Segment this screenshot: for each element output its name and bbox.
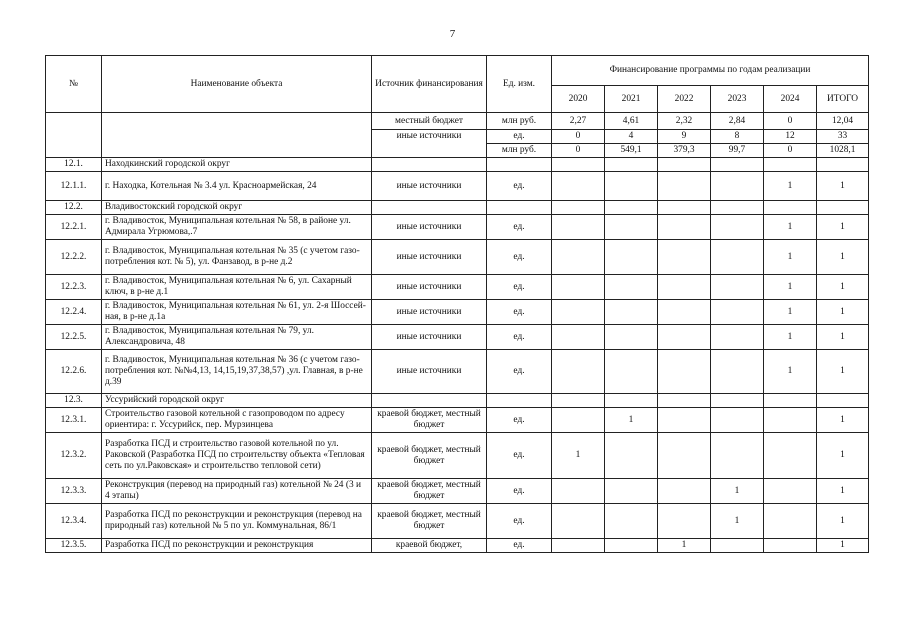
year-value: [605, 275, 658, 300]
year-value: [658, 479, 711, 504]
table-row: [46, 300, 869, 325]
table-row: [46, 325, 869, 350]
funding-source: иные источники: [372, 300, 487, 325]
empty-cell: [764, 158, 817, 172]
year-value: [552, 275, 605, 300]
row-number: 12.3.2.: [46, 433, 102, 479]
year-value: [552, 408, 605, 433]
object-name: г. Владивосток, Муниципальная котельная № 61, ул. 2-я Шоссей-ная, в р-не д.1а: [102, 300, 372, 325]
unit: ед.: [487, 433, 552, 479]
empty-cell: [764, 394, 817, 408]
unit: ед.: [487, 350, 552, 394]
year-value: [552, 240, 605, 275]
header-row: [46, 56, 869, 86]
section-row: [46, 201, 869, 215]
empty-cell: [658, 158, 711, 172]
row-total: 1: [817, 408, 869, 433]
table-row: [46, 350, 869, 394]
summary-value: 2,84: [711, 113, 764, 130]
summary-value: 0: [764, 144, 817, 158]
year-value: 1: [764, 172, 817, 201]
object-name: г. Владивосток, Муниципальная котельная № 6, ул. Сахарный ключ, в р-не д.1: [102, 275, 372, 300]
year-value: [764, 408, 817, 433]
year-value: [658, 433, 711, 479]
empty-cell: [552, 201, 605, 215]
year-value: [605, 172, 658, 201]
summary-source: местный бюджет: [372, 113, 487, 130]
empty-cell: [711, 201, 764, 215]
year-value: [605, 240, 658, 275]
empty-cell: [552, 158, 605, 172]
empty-cell: [372, 394, 487, 408]
object-name: Разработка ПСД по реконструкции и реконструкция (перевод на природный газ) котельной № 5 по ул. Коммунальная, 86/1: [102, 504, 372, 539]
summary-unit: млн руб.: [487, 144, 552, 158]
empty-cell: [372, 158, 487, 172]
object-name: г. Владивосток, Муниципальная котельная № 58, в районе ул. Адмирала Угрюмова,.7: [102, 215, 372, 240]
funding-source: краевой бюджет, местный бюджет: [372, 504, 487, 539]
object-name: г. Находка, Котельная № 3.4 ул. Красноармейская, 24: [102, 172, 372, 201]
funding-source: краевой бюджет, местный бюджет: [372, 433, 487, 479]
row-number: 12.3.: [46, 394, 102, 408]
table-row: [46, 539, 869, 553]
year-value: [605, 325, 658, 350]
table-row: [46, 408, 869, 433]
row-total: 1: [817, 172, 869, 201]
summary-total: 33: [817, 130, 869, 144]
object-name: г. Владивосток, Муниципальная котельная № 79, ул. Александровича, 48: [102, 325, 372, 350]
header-name: Наименование объекта: [102, 56, 372, 113]
year-value: [552, 215, 605, 240]
summary-num: [46, 113, 102, 158]
section-row: [46, 158, 869, 172]
row-number: 12.2.: [46, 201, 102, 215]
row-number: 12.2.4.: [46, 300, 102, 325]
row-number: 12.3.1.: [46, 408, 102, 433]
empty-cell: [372, 201, 487, 215]
year-value: [552, 350, 605, 394]
year-value: 1: [764, 350, 817, 394]
year-value: [552, 479, 605, 504]
unit: ед.: [487, 172, 552, 201]
summary-unit: ед.: [487, 130, 552, 144]
header-year: 2021: [605, 86, 658, 113]
year-value: [711, 275, 764, 300]
summary-value: 549,1: [605, 144, 658, 158]
year-value: [764, 479, 817, 504]
row-number: 12.2.5.: [46, 325, 102, 350]
empty-cell: [605, 201, 658, 215]
unit: ед.: [487, 240, 552, 275]
row-number: 12.3.4.: [46, 504, 102, 539]
year-value: [605, 479, 658, 504]
summary-value: 379,3: [658, 144, 711, 158]
unit: ед.: [487, 300, 552, 325]
year-value: 1: [711, 479, 764, 504]
year-value: [552, 325, 605, 350]
row-number: 12.2.6.: [46, 350, 102, 394]
summary-value: 2,27: [552, 113, 605, 130]
year-value: [605, 504, 658, 539]
row-total: 1: [817, 325, 869, 350]
year-value: 1: [552, 433, 605, 479]
empty-cell: [764, 201, 817, 215]
summary-row: [46, 113, 869, 130]
funding-source: иные источники: [372, 172, 487, 201]
row-total: 1: [817, 215, 869, 240]
summary-total: 1028,1: [817, 144, 869, 158]
object-name: г. Владивосток, Муниципальная котельная № 36 (с учетом газо-потребления кот. №№4,13, 14,15,19,37,38,57) ,ул. Главная, в р-не д.39: [102, 350, 372, 394]
row-total: 1: [817, 275, 869, 300]
unit: ед.: [487, 215, 552, 240]
funding-source: краевой бюджет,: [372, 539, 487, 553]
year-value: [711, 300, 764, 325]
row-number: 12.2.1.: [46, 215, 102, 240]
summary-name: [102, 113, 372, 158]
row-total: 1: [817, 433, 869, 479]
funding-source: краевой бюджет, местный бюджет: [372, 479, 487, 504]
year-value: [658, 215, 711, 240]
header-financing: Финансирование программы по годам реализации: [552, 56, 869, 86]
row-number: 12.1.1.: [46, 172, 102, 201]
summary-value: 0: [552, 144, 605, 158]
year-value: [552, 172, 605, 201]
row-number: 12.3.3.: [46, 479, 102, 504]
year-value: 1: [764, 240, 817, 275]
row-total: 1: [817, 539, 869, 553]
funding-source: краевой бюджет, местный бюджет: [372, 408, 487, 433]
empty-cell: [817, 158, 869, 172]
year-value: [658, 325, 711, 350]
header-source: Источник финансирования: [372, 56, 487, 113]
section-row: [46, 394, 869, 408]
funding-source: иные источники: [372, 215, 487, 240]
row-total: 1: [817, 479, 869, 504]
year-value: [658, 408, 711, 433]
summary-total: 12,04: [817, 113, 869, 130]
year-value: 1: [764, 215, 817, 240]
row-number: 12.2.3.: [46, 275, 102, 300]
section-title: Владивостокский городской округ: [102, 201, 372, 215]
empty-cell: [605, 158, 658, 172]
object-name: Строительство газовой котельной с газопроводом по адресу ориентира: г. Уссурийск, пер. Мурзинцева: [102, 408, 372, 433]
year-value: [711, 240, 764, 275]
year-value: [658, 350, 711, 394]
header-num: №: [46, 56, 102, 113]
unit: ед.: [487, 539, 552, 553]
empty-cell: [711, 394, 764, 408]
empty-cell: [658, 394, 711, 408]
year-value: [711, 325, 764, 350]
year-value: [711, 215, 764, 240]
unit: ед.: [487, 504, 552, 539]
summary-source: иные источники: [372, 130, 487, 158]
header-total: ИТОГО: [817, 86, 869, 113]
year-value: [711, 539, 764, 553]
empty-cell: [817, 201, 869, 215]
unit: ед.: [487, 275, 552, 300]
funding-source: иные источники: [372, 240, 487, 275]
summary-value: 4: [605, 130, 658, 144]
table-row: [46, 275, 869, 300]
year-value: [605, 215, 658, 240]
year-value: [605, 300, 658, 325]
funding-source: иные источники: [372, 275, 487, 300]
year-value: [552, 539, 605, 553]
row-number: 12.1.: [46, 158, 102, 172]
empty-cell: [487, 201, 552, 215]
header-unit: Ед. изм.: [487, 56, 552, 113]
empty-cell: [605, 394, 658, 408]
table-row: [46, 479, 869, 504]
year-value: [552, 504, 605, 539]
year-value: [764, 539, 817, 553]
summary-value: 0: [552, 130, 605, 144]
summary-value: 4,61: [605, 113, 658, 130]
year-value: [711, 172, 764, 201]
unit: ед.: [487, 325, 552, 350]
year-value: [658, 300, 711, 325]
year-value: 1: [764, 325, 817, 350]
year-value: [764, 504, 817, 539]
year-value: [764, 433, 817, 479]
object-name: Разработка ПСД по реконструкции и реконструкция: [102, 539, 372, 553]
section-title: Находкинский городской округ: [102, 158, 372, 172]
header-year: 2023: [711, 86, 764, 113]
section-title: Уссурийский городской округ: [102, 394, 372, 408]
summary-value: 9: [658, 130, 711, 144]
year-value: 1: [605, 408, 658, 433]
summary-unit: млн руб.: [487, 113, 552, 130]
year-value: 1: [764, 300, 817, 325]
empty-cell: [487, 158, 552, 172]
row-number: 12.3.5.: [46, 539, 102, 553]
empty-cell: [711, 158, 764, 172]
year-value: [658, 240, 711, 275]
table-row: [46, 172, 869, 201]
year-value: [605, 433, 658, 479]
year-value: [552, 300, 605, 325]
row-total: 1: [817, 300, 869, 325]
year-value: [711, 350, 764, 394]
object-name: Реконструкция (перевод на природный газ) котельной № 24 (3 и 4 этапы): [102, 479, 372, 504]
header-year: 2022: [658, 86, 711, 113]
table-row: [46, 433, 869, 479]
row-total: 1: [817, 240, 869, 275]
year-value: [711, 408, 764, 433]
year-value: 1: [658, 539, 711, 553]
summary-value: 0: [764, 113, 817, 130]
empty-cell: [552, 394, 605, 408]
year-value: [605, 539, 658, 553]
page-number: 7: [449, 28, 456, 40]
summary-value: 99,7: [711, 144, 764, 158]
row-number: 12.2.2.: [46, 240, 102, 275]
year-value: [658, 172, 711, 201]
row-total: 1: [817, 504, 869, 539]
header-year: 2024: [764, 86, 817, 113]
summary-value: 12: [764, 130, 817, 144]
unit: ед.: [487, 408, 552, 433]
year-value: 1: [764, 275, 817, 300]
funding-source: иные источники: [372, 325, 487, 350]
year-value: [605, 350, 658, 394]
summary-value: 2,32: [658, 113, 711, 130]
empty-cell: [658, 201, 711, 215]
empty-cell: [487, 394, 552, 408]
financing-table: [45, 55, 869, 553]
year-value: [658, 275, 711, 300]
year-value: 1: [711, 504, 764, 539]
table-row: [46, 240, 869, 275]
table-row: [46, 504, 869, 539]
table-row: [46, 215, 869, 240]
funding-source: иные источники: [372, 350, 487, 394]
year-value: [711, 433, 764, 479]
header-year: 2020: [552, 86, 605, 113]
summary-value: 8: [711, 130, 764, 144]
unit: ед.: [487, 479, 552, 504]
row-total: 1: [817, 350, 869, 394]
empty-cell: [817, 394, 869, 408]
year-value: [658, 504, 711, 539]
object-name: Разработка ПСД и строительство газовой котельной по ул. Раковской (Разработка ПСД по строительству объекта «Тепловая сеть по ул.Раковская» и строительство тепловой сети): [102, 433, 372, 479]
object-name: г. Владивосток, Муниципальная котельная № 35 (с учетом газо-потребления кот. № 5), ул. Фанзавод, в р-не д.2: [102, 240, 372, 275]
